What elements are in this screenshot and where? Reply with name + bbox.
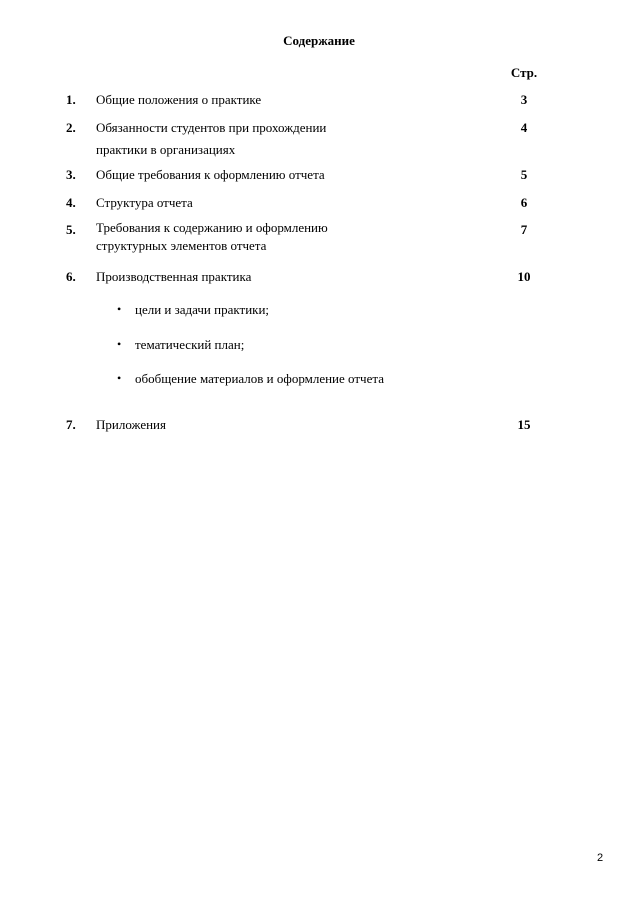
bullet-icon: •: [117, 302, 122, 316]
toc-entry-text: Обязанности студентов при прохождении практики в организациях: [96, 120, 327, 157]
page-title: Содержание: [283, 33, 355, 48]
toc-entry-number: 2.: [66, 120, 76, 135]
bullet-icon: •: [117, 371, 122, 385]
toc-entry-number: 7.: [66, 417, 76, 432]
page-number: 2: [596, 852, 604, 864]
toc-entry-page: 4: [520, 120, 528, 135]
toc-subitem-text: цели и задачи практики;: [135, 302, 270, 317]
bullet-icon: •: [117, 337, 122, 351]
toc-entry-number: 3.: [66, 167, 76, 182]
toc-entry-number: 4.: [66, 195, 76, 210]
toc-entry-page: 5: [520, 167, 528, 182]
toc-entry-page: 7: [520, 222, 528, 237]
toc-entry-page: 15: [517, 417, 531, 432]
toc-entry-number: 1.: [66, 92, 76, 107]
toc-entry-page: 10: [517, 269, 531, 284]
toc-subitem-text: обобщение материалов и оформление отчета: [135, 371, 384, 386]
toc-entry-text: Требования к содержанию и оформлению структурных элементов отчета: [96, 220, 328, 253]
toc-entry-text: Производственная практика: [96, 269, 252, 284]
toc-entry-text: Общие требования к оформлению отчета: [96, 167, 325, 182]
toc-entry-page: 3: [520, 92, 528, 107]
page-column-header: Стр.: [510, 65, 538, 80]
toc-entry-text: Общие положения о практике: [96, 92, 262, 107]
toc-entry-text: Структура отчета: [96, 195, 193, 210]
toc-entry-text: Приложения: [96, 417, 166, 432]
toc-entry-page: 6: [520, 195, 528, 210]
toc-entry-number: 6.: [66, 269, 76, 284]
toc-entry-number: 5.: [66, 222, 76, 237]
toc-subitem-text: тематический план;: [135, 337, 245, 352]
